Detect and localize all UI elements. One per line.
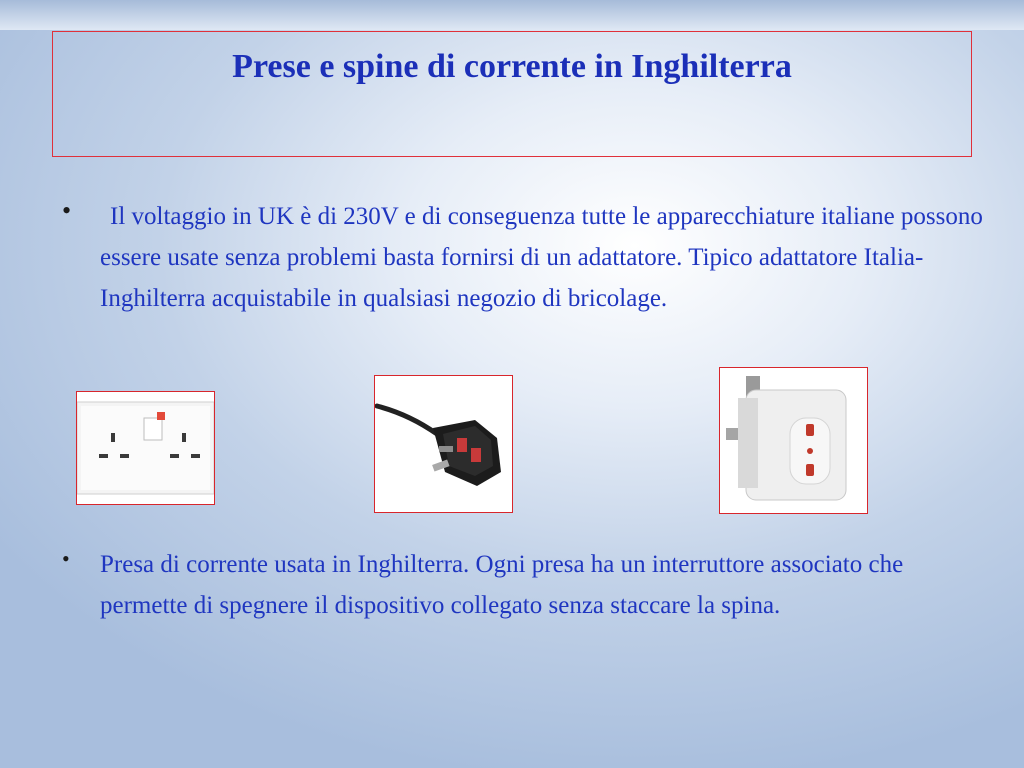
bullet-socket-text: Presa di corrente usata in Inghilterra. Ogni presa ha un interruttore associato che permette di spegnere il dispositivo collegato senza staccare la spina. (100, 551, 904, 619)
bullet-voltage-text-content: Il voltaggio in UK è di 230V e di conseguenza tutte le apparecchiature italiane possono essere usate senza problemi basta fornirsi di un adattatore. Tipico adattatore Italia-Inghilterra acquistabile in qualsiasi negozio di bricolage. (100, 203, 983, 312)
slide-title: Prese e spine di corrente in Inghilterra (232, 48, 792, 85)
bullet-marker: • (62, 546, 70, 571)
bullet-marker: • (62, 196, 72, 225)
wall-socket-image (76, 391, 215, 505)
title-box (52, 31, 972, 157)
uk-italy-adapter-image (719, 367, 868, 514)
uk-plug-image (374, 375, 513, 513)
bullet-voltage-text (100, 196, 990, 319)
top-glow (0, 0, 1024, 30)
uk-plug-icon (375, 376, 512, 512)
uk-wall-socket-icon (77, 392, 214, 504)
uk-italy-adapter-icon (720, 368, 867, 513)
